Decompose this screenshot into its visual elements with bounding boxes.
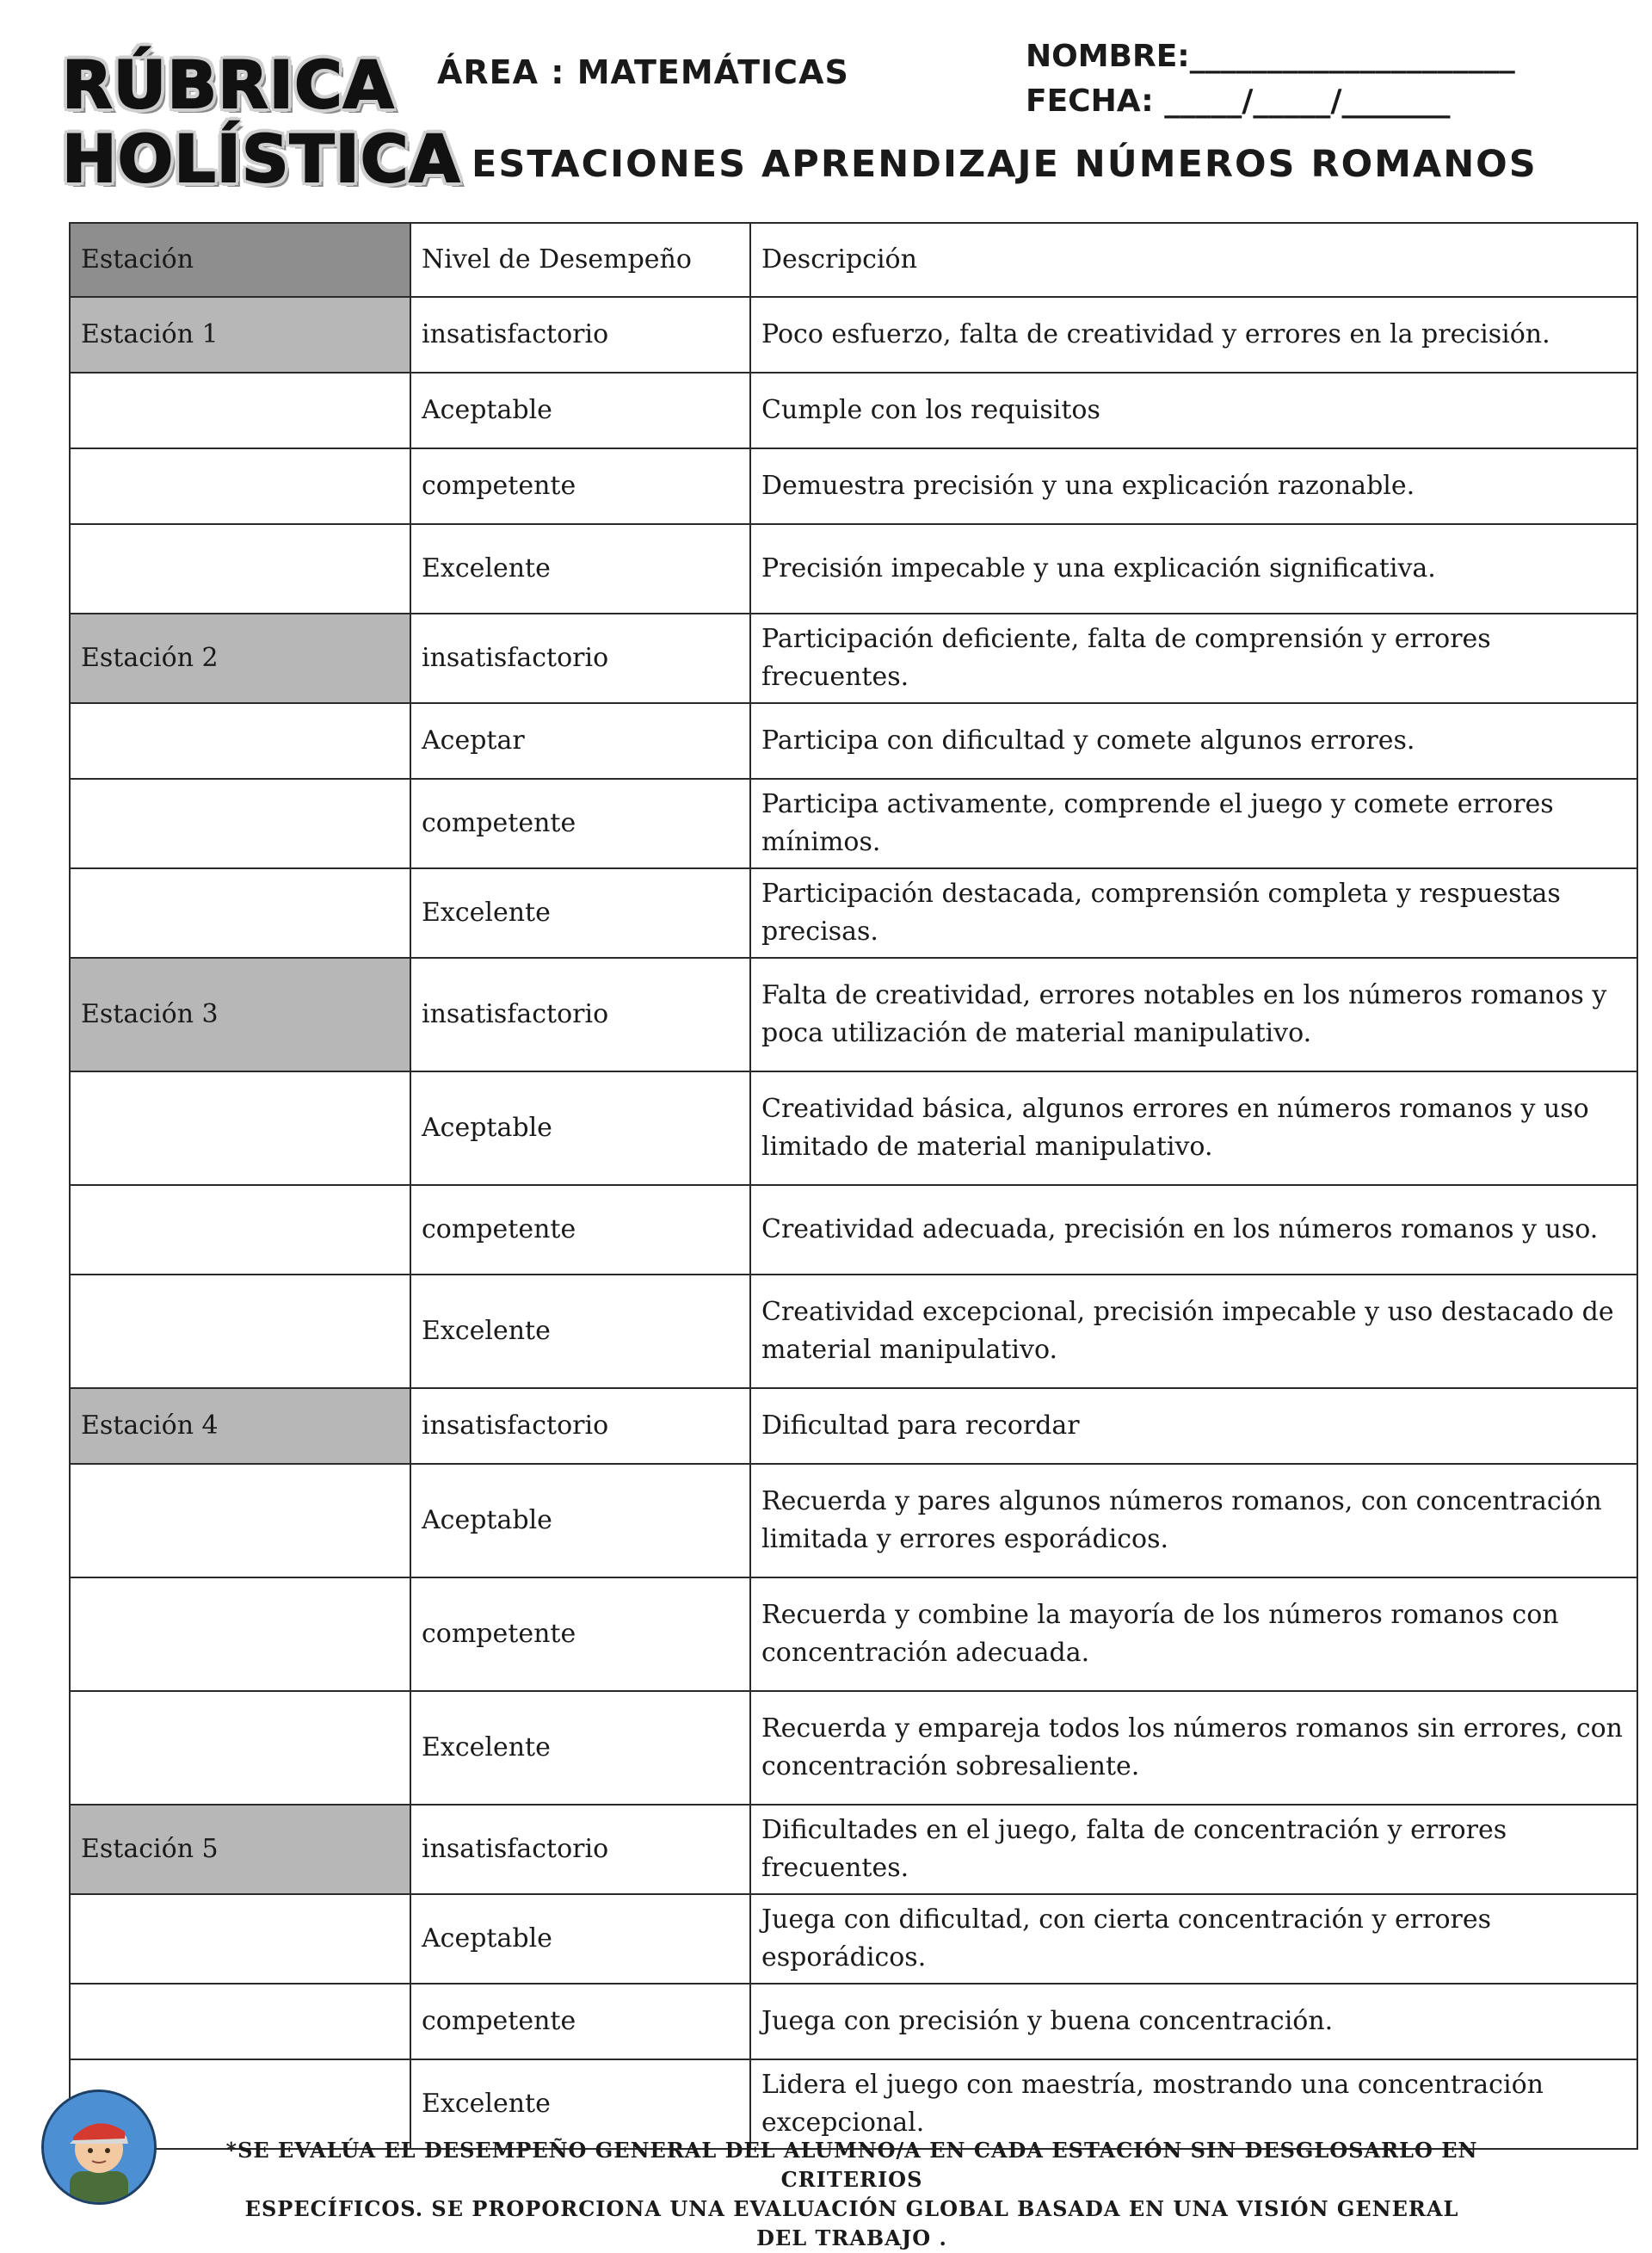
station-cell: Estación 1	[70, 297, 410, 373]
table-row	[70, 958, 1637, 1071]
description-cell: Creatividad excepcional, precisión impecable y uso destacado de material manipulativo.	[750, 1275, 1637, 1388]
description-cell: Recuerda y combine la mayoría de los números romanos con concentración adecuada.	[750, 1577, 1637, 1691]
description-cell: Recuerda y pares algunos números romanos, con concentración limitada y errores esporádicos.	[750, 1464, 1637, 1577]
student-fields	[1026, 34, 1515, 124]
description-cell: Juega con precisión y buena concentración.	[750, 1984, 1637, 2059]
description-cell: Participación deficiente, falta de comprensión y errores frecuentes.	[750, 614, 1637, 703]
level-cell: insatisfactorio	[410, 297, 750, 373]
description-cell: Demuestra precisión y una explicación razonable.	[750, 448, 1637, 524]
table-row	[70, 373, 1637, 448]
rubric-table	[69, 222, 1638, 2150]
cartoon-boy-avatar-icon	[41, 2089, 157, 2205]
table-row	[70, 1275, 1637, 1388]
station-cell: Estación 5	[70, 1805, 410, 1894]
table-row	[70, 297, 1637, 373]
description-cell: Dificultad para recordar	[750, 1388, 1637, 1464]
level-cell: insatisfactorio	[410, 1388, 750, 1464]
table-row	[70, 703, 1637, 779]
table-row	[70, 1388, 1637, 1464]
table-row	[70, 1894, 1637, 1984]
description-cell: Poco esfuerzo, falta de creatividad y errores en la precisión.	[750, 297, 1637, 373]
description-cell: Cumple con los requisitos	[750, 373, 1637, 448]
station-cell	[70, 1894, 410, 1984]
level-cell: competente	[410, 779, 750, 868]
level-cell: Aceptable	[410, 373, 750, 448]
level-cell: competente	[410, 448, 750, 524]
description-cell: Dificultades en el juego, falta de concentración y errores frecuentes.	[750, 1805, 1637, 1894]
description-cell: Precisión impecable y una explicación significativa.	[750, 524, 1637, 614]
description-cell: Participación destacada, comprensión completa y respuestas precisas.	[750, 868, 1637, 958]
station-cell	[70, 1275, 410, 1388]
level-cell: Excelente	[410, 1275, 750, 1388]
footer-note-line-2: ESPECÍFICOS. SE PROPORCIONA UNA EVALUACIÓN GLOBAL BASADA EN UNA VISIÓN GENERAL DEL TRABAJO .	[244, 2196, 1459, 2250]
level-cell: Aceptar	[410, 703, 750, 779]
description-cell: Recuerda y empareja todos los números romanos sin errores, con concentración sobresaliente.	[750, 1691, 1637, 1805]
table-row	[70, 448, 1637, 524]
level-cell: Excelente	[410, 524, 750, 614]
title-line-1: RÚBRICA	[62, 46, 395, 123]
station-cell	[70, 1984, 410, 2059]
table-row	[70, 1464, 1637, 1577]
table-row	[70, 1805, 1637, 1894]
level-cell: competente	[410, 1185, 750, 1275]
table-row	[70, 868, 1637, 958]
table-row	[70, 1691, 1637, 1805]
station-cell: Estación 2	[70, 614, 410, 703]
level-cell: Excelente	[410, 1691, 750, 1805]
station-cell	[70, 1691, 410, 1805]
level-cell: insatisfactorio	[410, 1805, 750, 1894]
rubric-title	[62, 46, 461, 197]
fecha-field[interactable]: FECHA: _____/_____/_______	[1026, 83, 1451, 119]
footer-note-line-1: *SE EVALÚA EL DESEMPEÑO GENERAL DEL ALUMNO/A EN CADA ESTACIÓN SIN DESGLOSARLO EN CRITERIOS	[225, 2138, 1478, 2192]
description-cell: Juega con dificultad, con cierta concentración y errores esporádicos.	[750, 1894, 1637, 1984]
table-row	[70, 1185, 1637, 1275]
station-cell	[70, 1577, 410, 1691]
table-header-row	[70, 223, 1637, 297]
table-row	[70, 779, 1637, 868]
footer-note	[224, 2136, 1480, 2253]
station-cell	[70, 373, 410, 448]
header-description: Descripción	[750, 223, 1637, 297]
description-cell: Creatividad adecuada, precisión en los números romanos y uso.	[750, 1185, 1637, 1275]
table-row	[70, 1577, 1637, 1691]
description-cell: Participa con dificultad y comete algunos errores.	[750, 703, 1637, 779]
description-cell: Creatividad básica, algunos errores en números romanos y uso limitado de material manipulativo.	[750, 1071, 1637, 1185]
station-cell	[70, 703, 410, 779]
level-cell: Excelente	[410, 2059, 750, 2149]
nombre-field[interactable]: NOMBRE:_____________________	[1026, 39, 1515, 74]
header-station: Estación	[70, 223, 410, 297]
level-cell: competente	[410, 1984, 750, 2059]
station-cell	[70, 448, 410, 524]
station-cell	[70, 779, 410, 868]
station-cell	[70, 868, 410, 958]
description-cell: Participa activamente, comprende el juego y comete errores mínimos.	[750, 779, 1637, 868]
table-row	[70, 1984, 1637, 2059]
station-cell	[70, 1185, 410, 1275]
level-cell: Aceptable	[410, 1071, 750, 1185]
level-cell: Excelente	[410, 868, 750, 958]
table-row	[70, 524, 1637, 614]
station-cell	[70, 1464, 410, 1577]
description-cell: Falta de creatividad, errores notables en los números romanos y poca utilización de material manipulativo.	[750, 958, 1637, 1071]
level-cell: Aceptable	[410, 1894, 750, 1984]
page-subtitle: ESTACIONES APRENDIZAJE NÚMEROS ROMANOS	[472, 143, 1538, 186]
header-level: Nivel de Desempeño	[410, 223, 750, 297]
level-cell: insatisfactorio	[410, 958, 750, 1071]
station-cell	[70, 1071, 410, 1185]
level-cell: insatisfactorio	[410, 614, 750, 703]
table-row	[70, 1071, 1637, 1185]
table-row	[70, 614, 1637, 703]
area-label: ÁREA : MATEMÁTICAS	[437, 53, 849, 91]
title-line-2: HOLÍSTICA	[62, 120, 461, 197]
level-cell: competente	[410, 1577, 750, 1691]
description-cell: Lidera el juego con maestría, mostrando una concentración excepcional.	[750, 2059, 1637, 2149]
station-cell: Estación 4	[70, 1388, 410, 1464]
level-cell: Aceptable	[410, 1464, 750, 1577]
station-cell	[70, 524, 410, 614]
station-cell: Estación 3	[70, 958, 410, 1071]
